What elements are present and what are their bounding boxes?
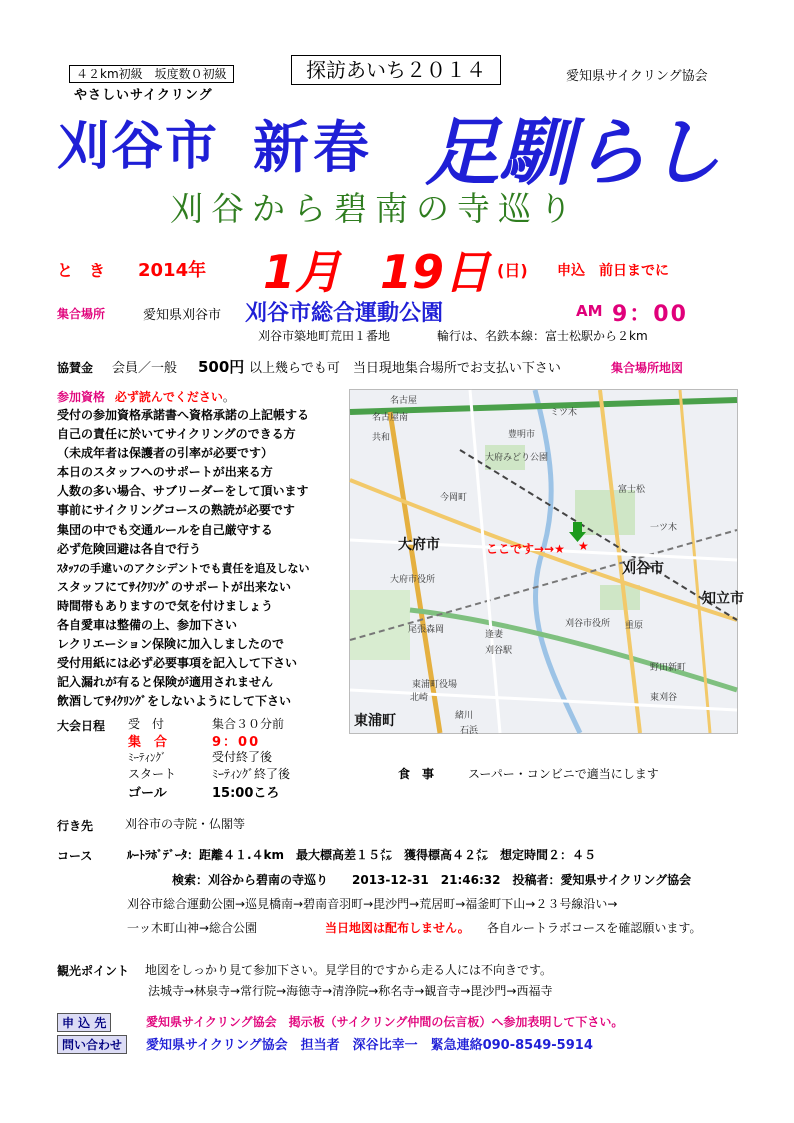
meeting-place-map[interactable] — [349, 389, 744, 736]
map-city: 大府市 — [398, 537, 440, 553]
qualification-item: 自己の責任に於いてサイクリングのできる方 — [57, 427, 296, 442]
course-label: コース — [57, 849, 93, 863]
qualification-list — [57, 406, 349, 712]
course-no-map: 当日地図は配布しません。 — [325, 921, 470, 935]
schedule-goal-name: ゴール — [128, 786, 167, 801]
qualification-item: 各自愛車は整備の上、参加下さい — [57, 618, 238, 633]
map-label: 石浜 — [460, 726, 479, 736]
grade-box: ４２km初級 坂度数０初級 — [69, 65, 234, 83]
subtitle: 刈谷から碧南の寺巡り — [170, 189, 580, 228]
map-label: 一ツ木 — [650, 523, 678, 533]
meeting-address: 刈谷市築地町荒田１番地 — [258, 329, 391, 343]
map-label: 重原 — [625, 621, 644, 631]
schedule-label: 大会日程 — [57, 719, 106, 733]
map-label: 東刈谷 — [650, 693, 678, 703]
course-route-data: ﾙｰﾄﾗﾎﾞﾃﾞｰﾀ：距離４１.４km 最大標高差１５㍍ 獲得標高４２㍍ 想定時間２：４５ — [127, 848, 597, 862]
map-label: 共和 — [372, 433, 391, 443]
title-shinshun: 新春 — [253, 116, 373, 181]
qualification-item: 必ず危険回避は各自で行う — [57, 541, 202, 556]
map-label: 名古屋 — [390, 396, 418, 406]
map-label: 刈谷市役所 — [565, 619, 611, 629]
map-label: 緒川 — [455, 711, 474, 721]
easy-cycling-label: やさしいサイクリング — [74, 88, 213, 103]
map-label: 北崎 — [410, 693, 429, 703]
qualification-item: ｽﾀｯﾌの手違いのアクシデントでも責任を追及しない — [57, 561, 310, 575]
qualification-item: スタッフにてｻｲｸﾘﾝｸﾞのサポートが出来ない — [57, 579, 292, 594]
qualification-must: 必ず読んでください — [114, 390, 223, 404]
star-icon: ★ — [578, 539, 589, 553]
inquiry-label: 問い合わせ — [57, 1035, 127, 1054]
map-label: 大府みどり公園 — [485, 453, 549, 463]
map-label: 東浦町役場 — [412, 680, 458, 690]
map-here-marker: ここです→→★ — [486, 542, 565, 556]
title-ashinarashi: 足馴らし — [425, 110, 721, 196]
qualification-item: 受付の参加資格承諾書へ資格承諾の上記帳する — [57, 408, 310, 422]
sightseeing-temples: 法城寺→林泉寺→常行院→海徳寺→清浄院→称名寺→観音寺→毘沙門→西福寺 — [148, 984, 553, 998]
inquiry-text: 愛知県サイクリング協会 担当者 深谷比幸一 緊急連絡090-8549-5914 — [146, 1038, 593, 1053]
qualification-heading — [57, 388, 235, 405]
organizer-name: 愛知県サイクリング協会 — [566, 69, 708, 84]
meeting-label: 集合場所 — [57, 307, 106, 321]
qualification-dot: 。 — [222, 390, 235, 404]
qualification-item: 飲酒してｻｲｸﾘﾝｸﾞをしないようにして下さい — [57, 694, 292, 709]
meeting-pref: 愛知県刈谷市 — [143, 308, 222, 323]
qualification-item: （未成年者は保護者の引率が必要です） — [57, 446, 274, 461]
qualification-item: 人数の多い場合、サブリーダーをして頂います — [57, 484, 309, 499]
destination-label: 行き先 — [57, 819, 94, 833]
meeting-place: 刈谷市総合運動公園 — [245, 301, 444, 326]
fee-label: 協賛金 — [57, 361, 94, 375]
qualification-item: 集団の中でも交通ルールを自己厳守する — [57, 522, 273, 537]
date-month: 1月 — [263, 245, 342, 299]
course-confirm: 各自ルートラボコースを確認願います。 — [487, 921, 702, 935]
map-label: 今岡町 — [440, 493, 468, 503]
map-label: 尾張森岡 — [408, 625, 445, 635]
schedule-gather-name: 集 合 — [128, 735, 168, 750]
map-label: 豊明市 — [508, 430, 536, 440]
qualification-item: 事前にサイクリングコースの熟読が必要です — [57, 503, 295, 518]
schedule-reception-name: 受 付 — [128, 717, 165, 731]
map-city: 刈谷市 — [622, 561, 664, 577]
map-label: 富士松 — [618, 485, 646, 495]
schedule-reception-value: 集合３０分前 — [212, 717, 285, 731]
map-city: 東浦町 — [354, 713, 396, 729]
map-label: 大府市役所 — [390, 575, 436, 585]
apply-deadline: 申込 前日までに — [557, 263, 669, 279]
application-label: 申 込 先 — [57, 1013, 111, 1032]
meeting-access: 輪行は、名鉄本線：富士松駅から２km — [437, 329, 648, 343]
schedule-meeting-value: 受付終了後 — [212, 750, 273, 764]
meeting-am: AM — [576, 302, 603, 320]
destination-text: 刈谷市の寺院・仏閣等 — [125, 817, 246, 831]
date-label: と き — [57, 261, 106, 280]
fee-text1: 会員／一般 — [112, 361, 178, 376]
schedule-goal-value: 15:00ころ — [212, 786, 280, 801]
meal-label: 食 事 — [398, 767, 435, 781]
schedule-gather-value: 9：00 — [212, 735, 261, 750]
meal-text: スーパー・コンビニで適当にします — [468, 767, 659, 781]
qualification-item: 時間帯もありますので気を付けましょう — [57, 598, 274, 613]
schedule-meeting-name: ﾐｰﾃｨﾝｸﾞ — [128, 751, 167, 764]
application-text: 愛知県サイクリング協会 掲示板（サイクリング仲間の伝言板）へ参加表明して下さい。 — [146, 1015, 624, 1029]
qualification-item: 受付用紙には必ず必要事項を記入して下さい — [57, 656, 298, 671]
date-year: 2014年 — [138, 260, 207, 281]
fee-amount: 500円 — [198, 358, 245, 376]
meeting-time: 9：00 — [612, 302, 688, 327]
map-city: 知立市 — [702, 591, 744, 607]
map-label: 逢妻 — [485, 630, 504, 640]
fee-text2: 以上幾らでも可 当日現地集合場所でお支払い下さい — [249, 361, 561, 376]
schedule-start-value: ﾐｰﾃｨﾝｸﾞ終了後 — [212, 767, 291, 781]
course-search: 検索：刈谷から碧南の寺巡り 2013-12-31 21:46:32 投稿者：愛知県サイクリング協会 — [172, 873, 692, 887]
sightseeing-text: 地図をしっかり見て参加下さい。見学目的ですから走る人には不向きです。 — [145, 963, 553, 977]
title-city: 刈谷市 — [57, 117, 220, 177]
qualification-item: 記入漏れが有ると保険が適用されません — [57, 675, 274, 690]
course-route-line1: 刈谷市総合運動公園→巡見橋南→碧南音羽町→毘沙門→荒居町→福釜町下山→２３号線沿い→ — [127, 897, 618, 911]
qualification-item: 本日のスタッフへのサポートが出来る方 — [57, 465, 273, 480]
sightseeing-label: 観光ポイント — [57, 964, 130, 978]
event-title-box: 探訪あいち２０１４ — [291, 55, 501, 85]
map-label: 刈谷駅 — [485, 646, 513, 656]
map-label: 名古屋南 — [372, 413, 409, 423]
qualification-item: レクリエーション保険に加入しましたので — [57, 637, 285, 652]
schedule-start-name: スタート — [128, 767, 177, 781]
map-label: 野田新町 — [650, 663, 687, 673]
date-day: 19日 — [380, 245, 491, 299]
map-label: ミツ木 — [550, 408, 578, 418]
date-dow: (日) — [497, 261, 528, 280]
course-route-line2: 一ッ木町山神→総合公園 — [127, 921, 258, 935]
map-roads — [350, 390, 737, 733]
map-caption: 集合場所地図 — [611, 361, 684, 375]
qualification-label: 参加資格 — [57, 390, 106, 404]
